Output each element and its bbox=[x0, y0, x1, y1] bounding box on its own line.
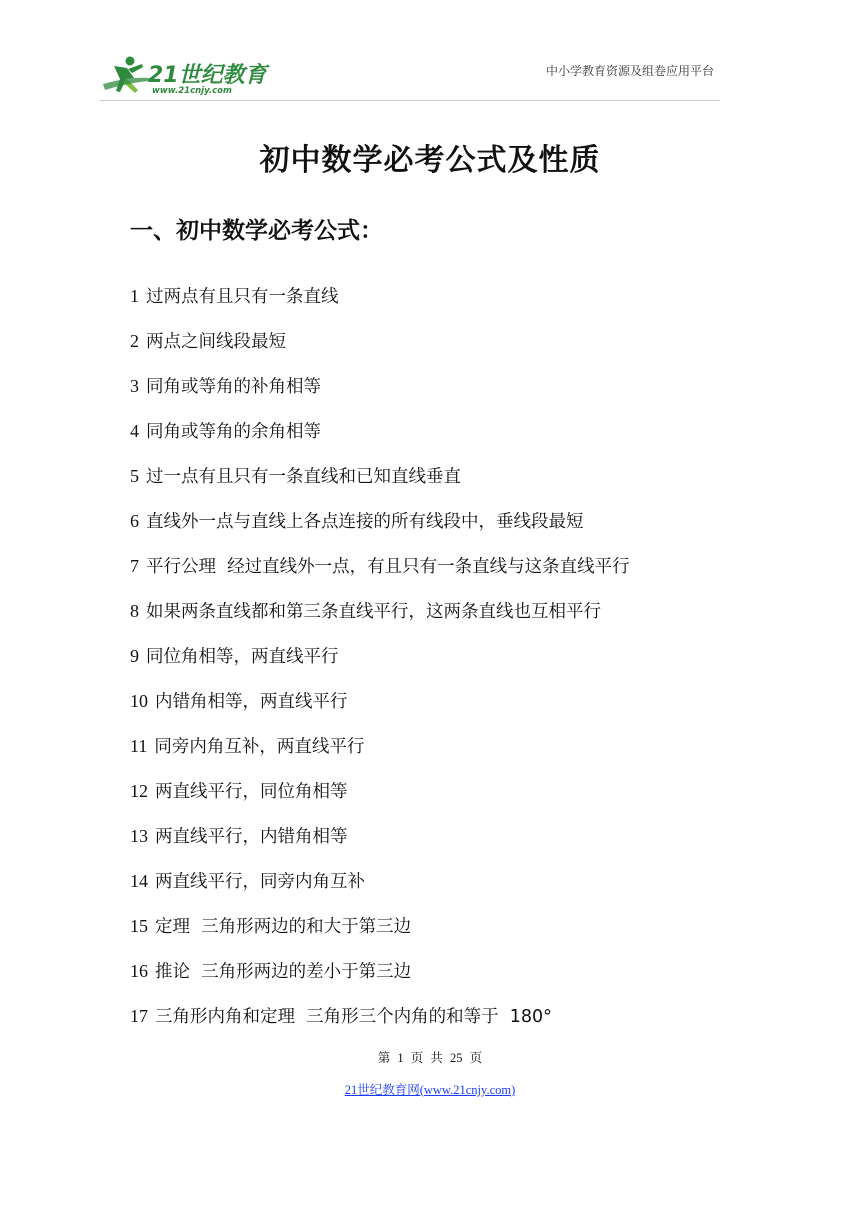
formula-item bbox=[130, 1003, 630, 1048]
formula-item bbox=[130, 553, 630, 598]
formula-text: 同位角相等，两直线平行 bbox=[146, 647, 339, 667]
page-number: 第 1 页 共 25 页 bbox=[377, 1051, 483, 1065]
formula-item bbox=[130, 823, 630, 868]
runner-logo-icon bbox=[100, 52, 275, 98]
formula-item bbox=[130, 643, 630, 688]
formula-number: 14 bbox=[130, 871, 148, 891]
formula-item bbox=[130, 508, 630, 553]
logo-url-text: www.21cnjy.com bbox=[152, 86, 232, 96]
formula-number: 13 bbox=[130, 826, 148, 846]
formula-item bbox=[130, 328, 630, 373]
formula-text: 同角或等角的补角相等 bbox=[146, 377, 321, 397]
formula-number: 2 bbox=[130, 331, 139, 351]
formula-number: 3 bbox=[130, 376, 139, 396]
formula-text: 两直线平行，内错角相等 bbox=[155, 827, 348, 847]
formula-text: 过一点有且只有一条直线和已知直线垂直 bbox=[146, 467, 461, 487]
formula-number: 7 bbox=[130, 556, 139, 576]
formula-text: 两直线平行，同位角相等 bbox=[155, 782, 348, 802]
formula-item bbox=[130, 778, 630, 823]
formula-text: 如果两条直线都和第三条直线平行，这两条直线也互相平行 bbox=[146, 602, 601, 622]
header-divider bbox=[100, 100, 720, 101]
formula-number: 16 bbox=[130, 961, 148, 981]
formula-number: 17 bbox=[130, 1006, 148, 1026]
formula-number: 4 bbox=[130, 421, 139, 441]
formula-text: 过两点有且只有一条直线 bbox=[146, 287, 339, 307]
formula-item bbox=[130, 688, 630, 733]
formula-number: 11 bbox=[130, 736, 148, 756]
formula-text: 平行公理 经过直线外一点，有且只有一条直线与这条直线平行 bbox=[146, 557, 630, 577]
formula-text: 两直线平行，同旁内角互补 bbox=[155, 872, 365, 892]
formula-number: 1 bbox=[130, 286, 139, 306]
formula-number: 6 bbox=[130, 511, 139, 531]
formula-number: 15 bbox=[130, 916, 148, 936]
section-heading: 一、初中数学必考公式： bbox=[130, 218, 383, 244]
formula-list bbox=[130, 283, 630, 1048]
formula-number: 9 bbox=[130, 646, 139, 666]
platform-label: 中小学教育资源及组卷应用平台 bbox=[545, 64, 714, 78]
formula-text: 定理 三角形两边的和大于第三边 bbox=[155, 917, 412, 937]
formula-item bbox=[130, 418, 630, 463]
formula-item bbox=[130, 733, 630, 778]
formula-item bbox=[130, 913, 630, 958]
formula-text: 两点之间线段最短 bbox=[146, 332, 286, 352]
formula-number: 5 bbox=[130, 466, 139, 486]
formula-number: 10 bbox=[130, 691, 148, 711]
formula-text: 推论 三角形两边的差小于第三边 bbox=[155, 962, 412, 982]
formula-number: 12 bbox=[130, 781, 148, 801]
formula-item bbox=[130, 868, 630, 913]
formula-item bbox=[130, 598, 630, 643]
formula-text: 内错角相等，两直线平行 bbox=[155, 692, 348, 712]
formula-text: 三角形内角和定理 三角形三个内角的和等于 180° bbox=[155, 1007, 552, 1027]
formula-text: 同角或等角的余角相等 bbox=[146, 422, 321, 442]
formula-item bbox=[130, 373, 630, 418]
formula-item bbox=[130, 283, 630, 328]
formula-text: 直线外一点与直线上各点连接的所有线段中，垂线段最短 bbox=[146, 512, 584, 532]
formula-number: 8 bbox=[130, 601, 139, 621]
site-logo[interactable] bbox=[100, 52, 275, 98]
document-title: 初中数学必考公式及性质 bbox=[259, 143, 601, 178]
formula-item bbox=[130, 463, 630, 508]
footer-site-link[interactable]: 21世纪教育网(www.21cnjy.com) bbox=[344, 1083, 516, 1097]
formula-item bbox=[130, 958, 630, 1003]
formula-text: 同旁内角互补，两直线平行 bbox=[154, 737, 365, 757]
logo-text: 21世纪教育 bbox=[148, 63, 267, 88]
